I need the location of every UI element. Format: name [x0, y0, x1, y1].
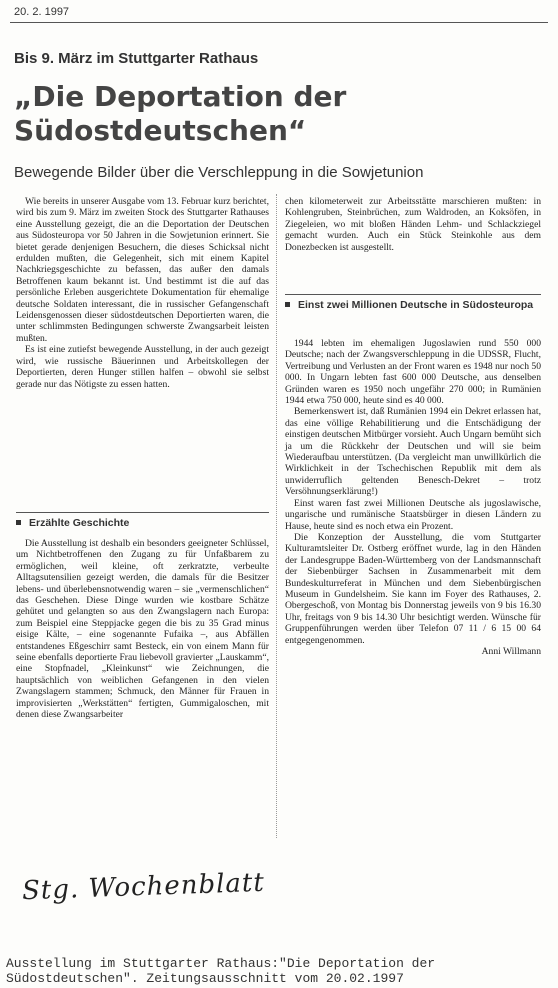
paragraph: Es ist eine zutiefst bewegende Ausstellung, in der auch gezeigt wird, wie russische Bäuerinnen und Arbeitskollegen der Deportierten, deren Hunger stillen halfen – obwohl sie selbst gerade nur das Nötigste zu essen hatten.: [16, 344, 269, 390]
subhead-right: [285, 294, 541, 311]
handwritten-note: Stg. Wochenblatt: [21, 867, 266, 907]
top-rule: [10, 22, 548, 23]
caption-line: Südostdeutschen". Zeitungsausschnitt vom 20.02.1997: [6, 971, 404, 986]
paragraph: 1944 lebten im ehemaligen Jugoslawien rund 550 000 Deutsche; nach der Zwangsverschleppung in die UDSSR, Flucht, Vertreibung und Verlusten an der Front waren es 1948 nur noch 50 000. In Ungarn lebten fast 600 000 Deutsche, aus denselben Gründen waren es 1950 noch ungefähr 270 000; in Rumänien 1944 etwa 750 000, heute sind es 40 000.: [285, 338, 541, 407]
deck: Bewegende Bilder über die Verschleppung in die Sowjetunion: [14, 164, 424, 181]
paragraph: Einst waren fast zwei Millionen Deutsche als jugoslawische, ungarische und rumänische Staatsbürger in diesen Ländern zu Hause, heute sind es noch etwa ein Prozent.: [285, 497, 541, 532]
paragraph: Die Konzeption der Ausstellung, die vom Stuttgarter Kulturamtsleiter Dr. Ostberg eröffnet wurde, lag in den Händen der Landesgruppe Baden-Württemberg von der Landsmannschaft der Siebenbürger Sachsen in Zusammenarbeit mit dem Bundeskulturreferat in München und dem Siebenbürgischen Museum in Gundelsheim. Sie kann im Foyer des Rathauses, 2. Obergeschoß, von Montag bis Donnerstag jeweils von 9 bis 16.30 Uhr, freitags von 9 bis 14.30 Uhr besichtigt werden. Wünsche für Gruppenführungen werden über Telefon 07 11 / 6 15 00 64 entgegengenommen.: [285, 531, 541, 646]
headline: „Die Deportation der Südostdeutschen“: [14, 80, 347, 147]
column-right-top: [285, 196, 541, 253]
subhead-left: [16, 512, 269, 529]
clipping-date: 20. 2. 1997: [14, 6, 70, 18]
paragraph: chen kilometerweit zur Arbeitsstätte marschieren mußten: in Kohlengruben, Steinbrüchen, zum Waldroden, an Koksöfen, in Ziegeleien, wo mit bloßen Händen Lehm- und Schlackziegel gemacht wurden. Auch ein Stück Steinkohle aus dem Donezbecken ist ausgestellt.: [285, 196, 541, 253]
author: Anni Willmann: [481, 645, 541, 657]
paragraph: Bemerkenswert ist, daß Rumänien 1994 ein Dekret erlassen hat, das eine völlige Rehabilitierung und die Entschädigung der einstigen deutschen Mitbürger vorsieht. Auch Ungarn bemüht sich ja um die Rückkehr der Deutschen und will sie beim Wiederaufbau unterstützen. (Da vergleicht man unwillkürlich die Wirklichkeit in der Tschechischen Republik mit dem als unwiderruflich geltenden Benesch-Dekret – trotz Versöhnungserklärung!): [285, 406, 541, 498]
paragraph: Wie bereits in unserer Ausgabe vom 13. Februar kurz berichtet, wird bis zum 9. März im zweiten Stock des Stuttgarter Rathauses eine Ausstellung gezeigt, die an die Deportation der Deutschen aus Südosteuropa vor 50 Jahren in die Sowjetunion erinnert. Sie bietet gerade denjenigen Besuchern, die dieses Schicksal nicht erdulden mußten, die Gelegenheit, sich mit einem Kapitel Nachkriegsgeschichte zu befassen, das außer den damals Betroffenen kaum bekannt ist. Und bestimmt ist die auf das persönliche Erleben ausgerichtete Dokumentation für ehemalige deutsche Soldaten interessant, die in russischer Gefangenschaft Leidensgenossen dieser südostdeutschen Deportierten waren, die unter schlimmsten Bedingungen schwerste Zwangsarbeit leisten mußten.: [16, 196, 269, 344]
column-right-bottom: [285, 338, 541, 657]
paragraph: Die Ausstellung ist deshalb ein besonders geeigneter Schlüssel, um Nichtbetroffenen den Zugang zu für Unfaßbarem zu ermöglichen, weil kleine, oft zerkratzte, verbeulte Alltagsutensilien gezeigt werden, die damals für die Besitzer lebens- und überlebensnotwendig waren – sie „vermenschlichen“ das Geschehen. Diese Dinge wurden wie kostbare Schätze gehütet und gelangten so aus den Zwangslagern nach Europa: zum Beispiel eine Steppjacke gegen die bis zu 35 Grad minus eisige Kälte, – eine sogenannte Fufaika –, aus Abfällen entstandenes Eßgeschirr samt Besteck, ein von einem Mann für seine ebenfalls deportierte Frau liebevoll gravierter „Lauskamm“, eine Stopfnadel, „Kleinkunst“ wie Zeichnungen, die hauptsächlich von weiblichen Gefangenen in den vielen Zwangslagern stammen; Schmuck, den Männer für Frauen in improvisierten „Werkstätten“ fertigten, Gummigaloschen, mit denen diese Zwangsarbeiter: [16, 538, 269, 721]
column-divider: [276, 194, 277, 838]
bullet-square-icon: [16, 520, 21, 525]
subhead-right-text: Einst zwei Millionen Deutsche in Südosteuropa: [298, 299, 534, 311]
column-left-top: [16, 196, 269, 390]
caption-line: Ausstellung im Stuttgarter Rathaus:"Die Deportation der: [6, 956, 436, 971]
column-left-bottom: [16, 538, 269, 721]
kicker: Bis 9. März im Stuttgarter Rathaus: [14, 50, 259, 67]
caption: [6, 956, 554, 986]
subhead-left-text: Erzählte Geschichte: [29, 517, 130, 529]
bullet-square-icon: [285, 302, 290, 307]
